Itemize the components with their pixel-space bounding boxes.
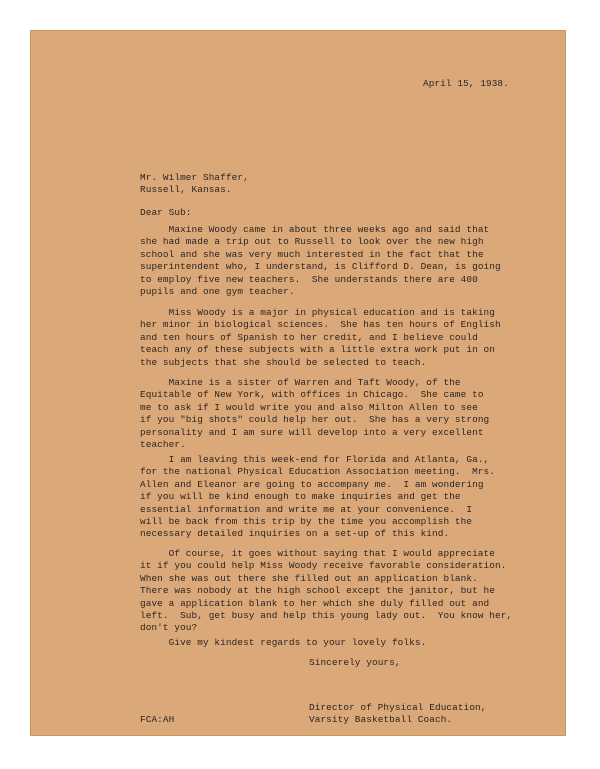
body-paragraph-5: Of course, it goes without saying that I would appreciate it if you could help Miss Woody receive favorable consideration. When she was out there she filled out an application blank. There was nobody at the high school except the janitor, but he gave a application blank to her which she duly filled out and left. Sub, get busy and help this young lady out. You know her, don't you? bbox=[140, 548, 513, 634]
signature-block: Director of Physical Education, Varsity Basketball Coach. bbox=[309, 702, 487, 726]
reference-initials: FCA:AH bbox=[140, 714, 175, 725]
body-paragraph-2: Miss Woody is a major in physical education and is taking her minor in biological sciences. She has ten hours of English and ten hours of Spanish to her credit, and I believe could teach any of these subjects with a little extra work put in on the subjects that she should be selected to teach. bbox=[140, 307, 501, 368]
salutation: Dear Sub: bbox=[140, 207, 192, 218]
letter-date: April 15, 1938. bbox=[423, 78, 509, 89]
recipient-address: Mr. Wilmer Shaffer, Russell, Kansas. bbox=[140, 172, 249, 196]
body-paragraph-4: I am leaving this week-end for Florida and Atlanta, Ga., for the national Physical Education Association meeting. Mrs. Allen and Eleanor are going to accompany me. I am wondering if you will be kind enough to make inquiries and get the essential information and write me at your convenience. I will be back from this trip by the time you accomplish the necessary detailed inquiries on a set-up of this kind. bbox=[140, 454, 496, 540]
body-paragraph-6: Give my kindest regards to your lovely folks. bbox=[140, 637, 427, 648]
complimentary-close: Sincerely yours, bbox=[309, 657, 401, 668]
body-paragraph-3: Maxine is a sister of Warren and Taft Woody, of the Equitable of New York, with offices in Chicago. She came to me to ask if I would write you and also Milton Allen to see if you "big shots" could help her out. She has a very strong personality and I am sure will develop into a very excellent teacher. bbox=[140, 377, 490, 451]
body-paragraph-1: Maxine Woody came in about three weeks ago and said that she had made a trip out to Russell to look over the new high school and she was very much interested in the fact that the superintendent who, I understand, is Clifford D. Dean, is going to employ five new teachers. She understands there are 400 pupils and one gym teacher. bbox=[140, 224, 501, 298]
